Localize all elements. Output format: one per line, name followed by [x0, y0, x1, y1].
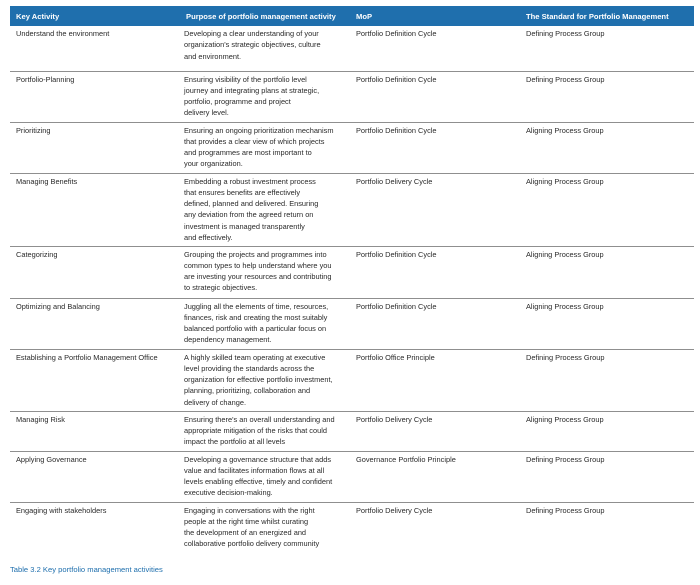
header-key-activity: Key Activity	[10, 6, 180, 26]
cell-activity: Managing Benefits	[10, 173, 180, 246]
cell-mop: Portfolio Delivery Cycle	[356, 505, 433, 515]
cell-standard: Defining Process Group	[526, 505, 605, 515]
cell-standard: Aligning Process Group	[520, 298, 694, 349]
cell-purpose: A highly skilled team operating at executive level providing the standards across the organization for effective portfolio investment, planning, prioritizing, collaboration and delivery of change.	[180, 349, 350, 411]
header-mop: MoP	[350, 6, 520, 26]
cell-mop: Portfolio Delivery Cycle	[350, 411, 520, 451]
cell-standard: Defining Process Group	[520, 451, 694, 502]
cell-purpose: Ensuring visibility of the portfolio level journey and integrating plans at strategic, portfolio, programme and project delivery level.	[180, 71, 350, 122]
cell-purpose: Grouping the projects and programmes into common types to help understand where you are investing your resources and contributing to strategic objectives.	[180, 246, 350, 298]
cell-activity: Optimizing and Balancing	[10, 298, 180, 349]
cell-standard: Defining Process Group	[520, 71, 694, 122]
cell-mop: Governance Portfolio Principle	[350, 451, 520, 502]
table-row	[10, 349, 694, 411]
cell-purpose: Juggling all the elements of time, resources, finances, risk and creating the most suitably balanced portfolio with a particular focus on dependency management.	[180, 298, 350, 349]
header-purpose: Purpose of portfolio management activity	[180, 6, 350, 26]
cell-activity: Portfolio-Planning	[10, 71, 180, 122]
cell-standard: Defining Process Group	[520, 26, 694, 71]
cell-purpose: Ensuring there's an overall understanding and appropriate mitigation of the risks that could impact the portfolio at all levels	[180, 411, 350, 451]
cell-standard: Aligning Process Group	[520, 246, 694, 298]
cell-activity: Engaging with stakeholders	[16, 505, 107, 515]
table-row	[10, 411, 694, 451]
cell-activity: Establishing a Portfolio Management Office	[10, 349, 180, 411]
cell-mop: Portfolio Definition Cycle	[350, 71, 520, 122]
cell-activity: Managing Risk	[10, 411, 180, 451]
table-row	[10, 246, 694, 298]
table-row	[10, 502, 694, 553]
cell-mop: Portfolio Definition Cycle	[350, 246, 520, 298]
header-standard: The Standard for Portfolio Management	[520, 6, 694, 26]
cell-standard: Aligning Process Group	[520, 411, 694, 451]
table-row	[10, 122, 694, 173]
portfolio-activities-table	[10, 6, 694, 553]
cell-mop: Portfolio Definition Cycle	[350, 298, 520, 349]
cell-standard: Defining Process Group	[520, 349, 694, 411]
table-row	[10, 71, 694, 122]
cell-mop: Portfolio Definition Cycle	[350, 26, 520, 71]
table-row	[10, 26, 694, 71]
cell-purpose: Ensuring an ongoing prioritization mechanism that provides a clear view of which projects and programmes are most important to your organization.	[180, 122, 350, 173]
table-header-row	[10, 6, 694, 26]
table-row	[10, 451, 694, 502]
cell-mop: Portfolio Definition Cycle	[350, 122, 520, 173]
cell-purpose: Engaging in conversations with the right people at the right time whilst curating the development of an energized and collaborative portfolio delivery community	[184, 505, 320, 549]
cell-activity: Applying Governance	[10, 451, 180, 502]
cell-standard: Aligning Process Group	[520, 173, 694, 246]
cell-standard: Aligning Process Group	[520, 122, 694, 173]
cell-activity: Prioritizing	[10, 122, 180, 173]
cell-purpose: Developing a clear understanding of your organization's strategic objectives, culture and environment.	[180, 26, 350, 71]
cell-activity: Understand the environment	[10, 26, 180, 71]
cell-mop: Portfolio Office Principle	[350, 349, 520, 411]
cell-purpose: Embedding a robust investment process that ensures benefits are effectively defined, planned and delivered. Ensuring any deviation from the agreed return on investment is managed transparently and effectively.	[180, 173, 350, 246]
cell-purpose: Developing a governance structure that adds value and facilitates information flows at all levels enabling effective, timely and confident executive decision-making.	[180, 451, 350, 502]
cell-mop: Portfolio Delivery Cycle	[350, 173, 520, 246]
table-caption: Table 3.2 Key portfolio management activities	[10, 565, 163, 574]
table-row	[10, 173, 694, 246]
table-row	[10, 298, 694, 349]
cell-activity: Categorizing	[10, 246, 180, 298]
